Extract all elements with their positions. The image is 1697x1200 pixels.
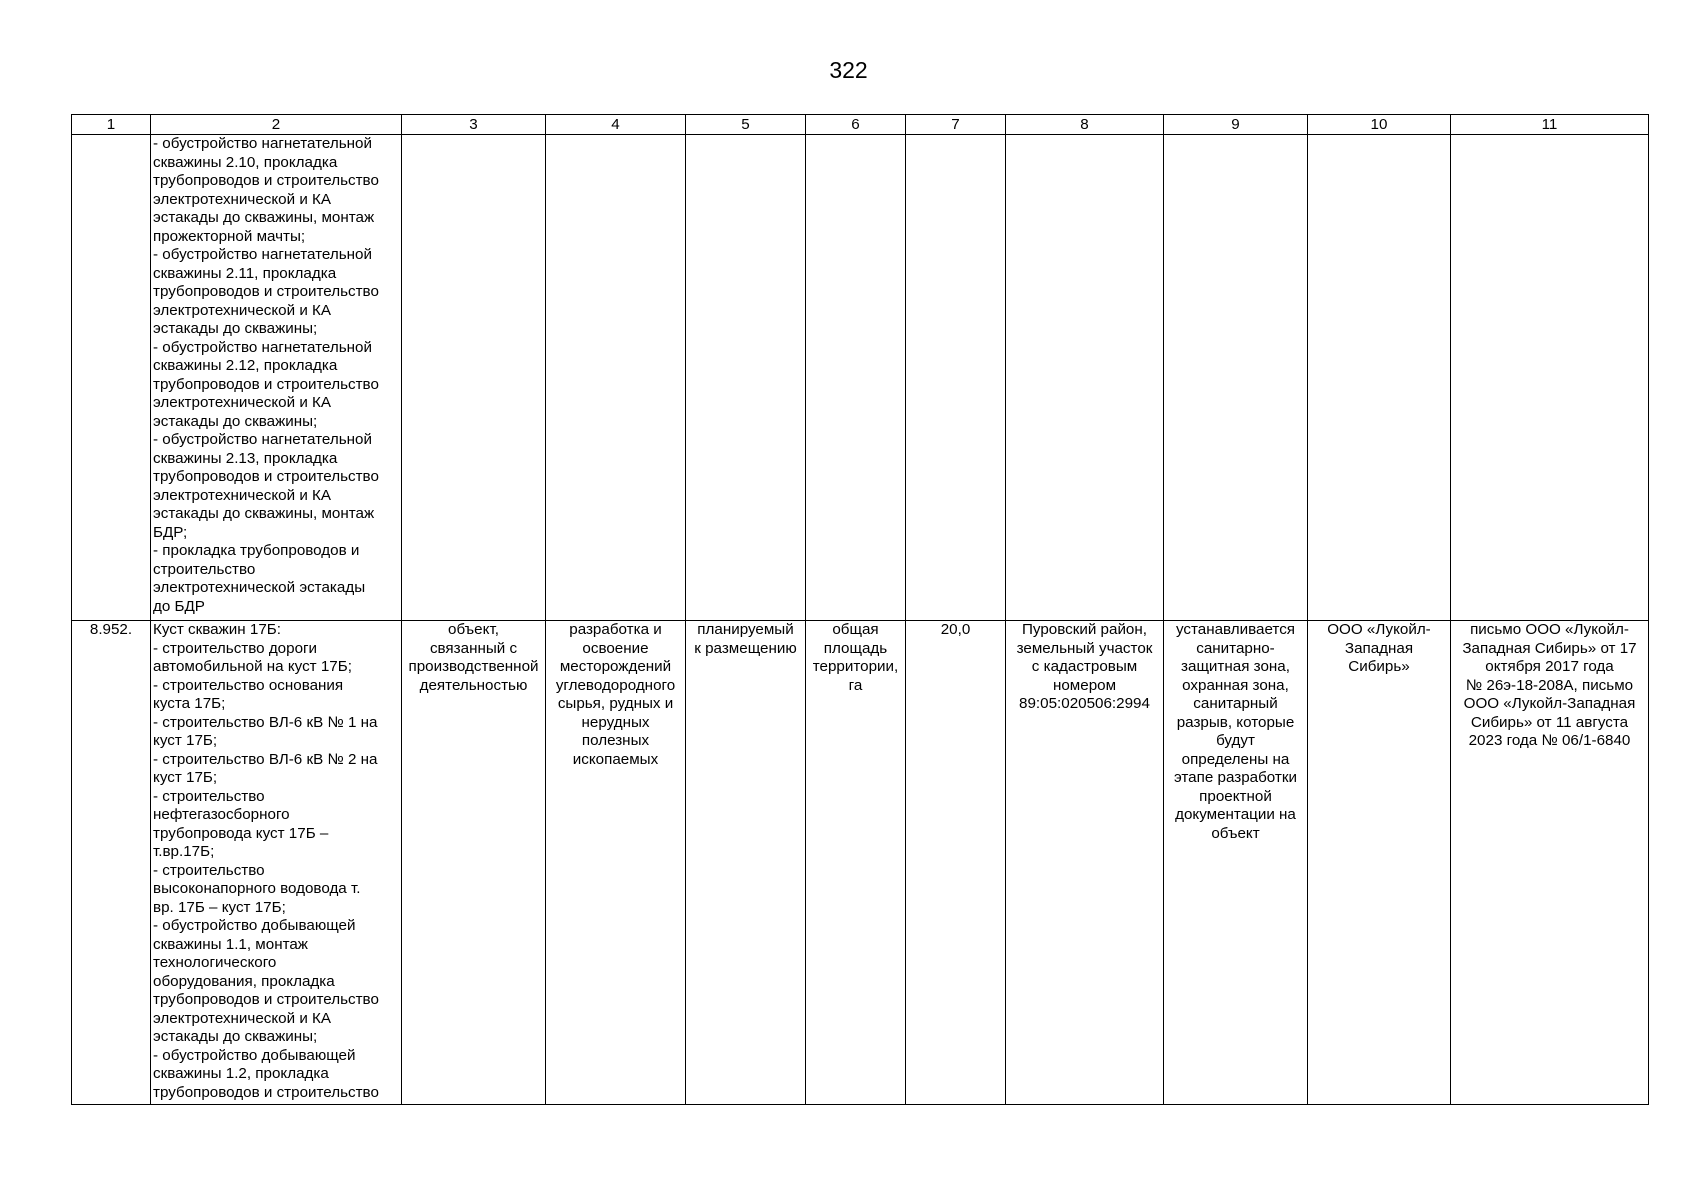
column-header-11: 11 xyxy=(1451,115,1649,135)
characteristic-cell: общая площадь территории, га xyxy=(806,621,906,1105)
value-cell: 20,0 xyxy=(906,621,1006,1105)
characteristic-cell xyxy=(806,135,906,621)
column-header-7: 7 xyxy=(906,115,1006,135)
zone-cell: устанавливается санитарно- защитная зона, охранная зона, санитарный разрыв, которые будут определены на этапе разработки проектной документации на объект xyxy=(1164,621,1308,1105)
column-header-5: 5 xyxy=(686,115,806,135)
organization-cell xyxy=(1308,135,1451,621)
column-header-2: 2 xyxy=(151,115,402,135)
table-row xyxy=(72,135,1649,621)
column-header-6: 6 xyxy=(806,115,906,135)
zone-cell xyxy=(1164,135,1308,621)
organization-cell: ООО «Лукойл- Западная Сибирь» xyxy=(1308,621,1451,1105)
basis-cell xyxy=(1451,135,1649,621)
table-row xyxy=(72,621,1649,1105)
location-cell: Пуровский район, земельный участок с кадастровым номером 89:05:020506:2994 xyxy=(1006,621,1164,1105)
purpose-cell: разработка и освоение месторождений углеводородного сырья, рудных и нерудных полезных ископаемых xyxy=(546,621,686,1105)
column-header-10: 10 xyxy=(1308,115,1451,135)
object-type-cell: объект, связанный с производственной деятельностью xyxy=(402,621,546,1105)
object-type-cell xyxy=(402,135,546,621)
column-header-8: 8 xyxy=(1006,115,1164,135)
row-number-cell: 8.952. xyxy=(72,621,151,1105)
column-header-1: 1 xyxy=(72,115,151,135)
row-number-cell xyxy=(72,135,151,621)
header-row xyxy=(72,115,1649,135)
basis-cell: письмо ООО «Лукойл- Западная Сибирь» от 17 октября 2017 года № 26э-18-208А, письмо ООО «Лукойл-Западная Сибирь» от 11 августа 2023 года № 06/1-6840 xyxy=(1451,621,1649,1105)
column-header-3: 3 xyxy=(402,115,546,135)
status-cell xyxy=(686,135,806,621)
status-cell: планируемый к размещению xyxy=(686,621,806,1105)
object-description-cell: - обустройство нагнетательной скважины 2.10, прокладка трубопроводов и строительство электротехнической и КА эстакады до скважины, монтаж прожекторной мачты; - обустройство нагнетательной скважины 2.11, прокладка трубопроводов и строительство электротехнической и КА эстакады до скважины; - обустройство нагнетательной скважины 2.12, прокладка трубопроводов и строительство электротехнической и КА эстакады до скважины; - обустройство нагнетательной скважины 2.13, прокладка трубопроводов и строительство электротехнической и КА эстакады до скважины, монтаж БДР; - прокладка трубопроводов и строительство электротехнической эстакады до БДР xyxy=(151,135,402,621)
value-cell xyxy=(906,135,1006,621)
document-table xyxy=(71,114,1649,1105)
page-number: 322 xyxy=(829,57,868,83)
column-header-4: 4 xyxy=(546,115,686,135)
object-description-cell: Куст скважин 17Б: - строительство дороги автомобильной на куст 17Б; - строительство основания куста 17Б; - строительство ВЛ-6 кВ № 1 на куст 17Б; - строительство ВЛ-6 кВ № 2 на куст 17Б; - строительство нефтегазосборного трубопровода куст 17Б – т.вр.17Б; - строительство высоконапорного водовода т. вр. 17Б – куст 17Б; - обустройство добывающей скважины 1.1, монтаж технологического оборудования, прокладка трубопроводов и строительство электротехнической и КА эстакады до скважины; - обустройство добывающей скважины 1.2, прокладка трубопроводов и строительство xyxy=(151,621,402,1105)
column-header-9: 9 xyxy=(1164,115,1308,135)
purpose-cell xyxy=(546,135,686,621)
location-cell xyxy=(1006,135,1164,621)
